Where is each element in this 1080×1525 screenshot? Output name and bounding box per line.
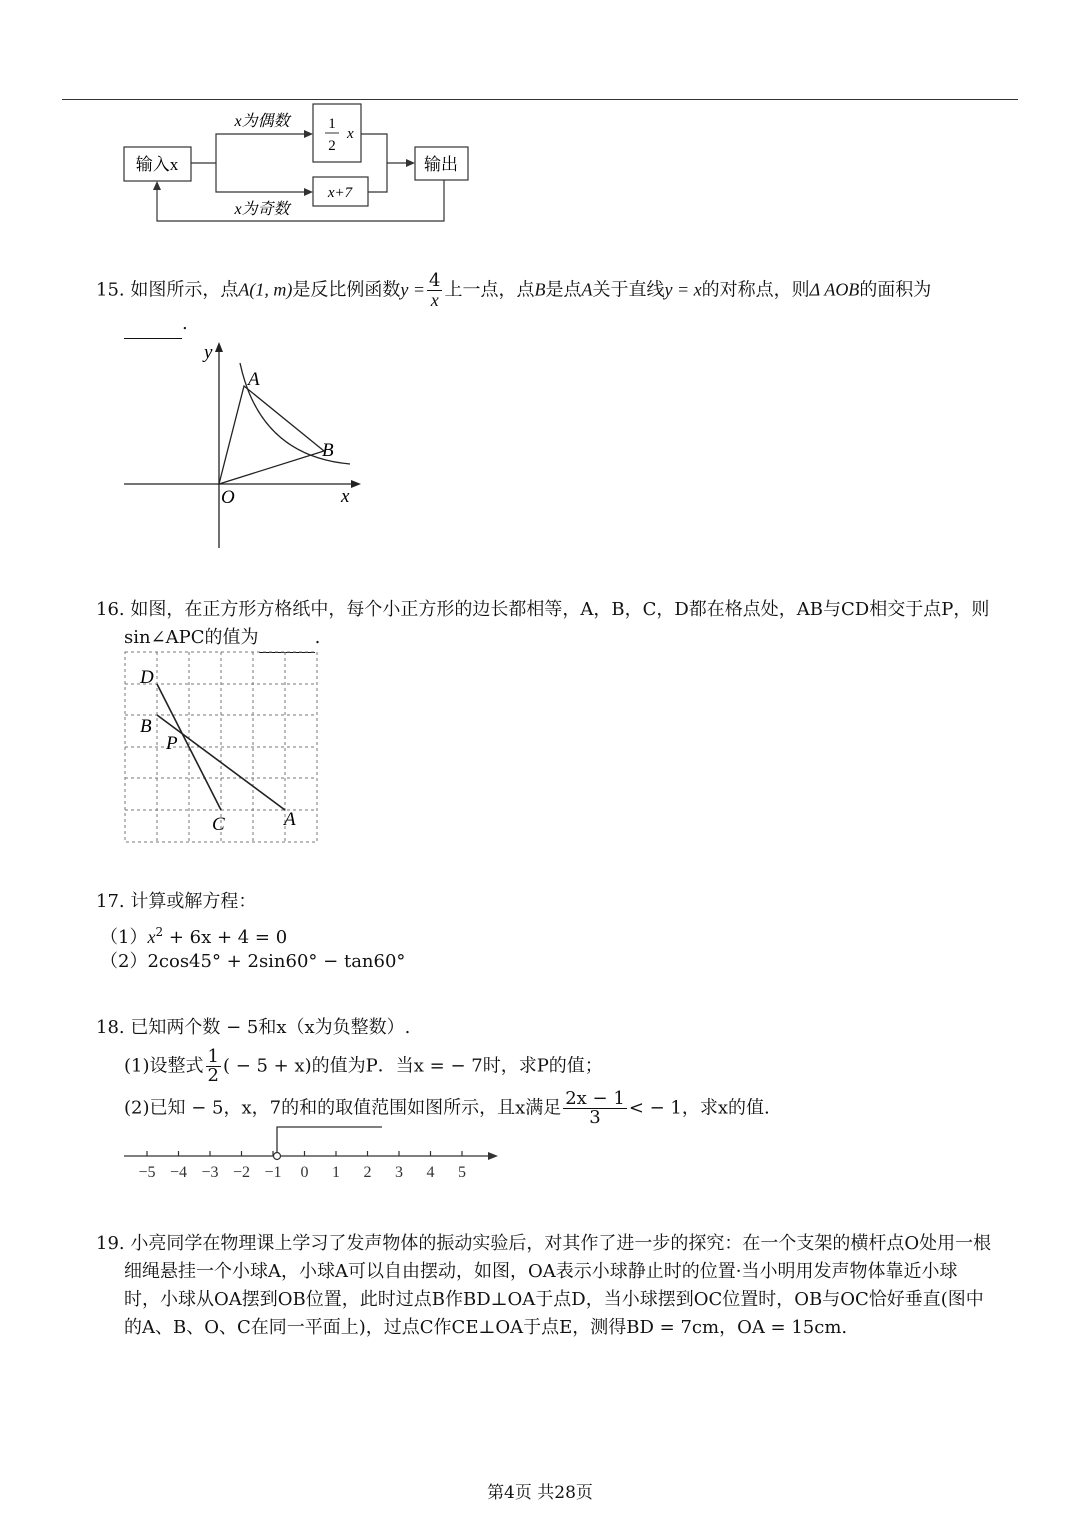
q18-title-line bbox=[96, 1014, 410, 1042]
q15-text3: 上一点，点 bbox=[444, 279, 535, 301]
q19-line3: 时，小球从OA摆到OB位置，此时过点B作BD⊥OA于点D，当小球摆到OC位置时，OB与OC恰好垂直(图中 bbox=[124, 1289, 984, 1310]
number-line-tick-label: 0 bbox=[300, 1164, 309, 1181]
q15-answer-blank bbox=[124, 310, 182, 339]
q19-line1 bbox=[96, 1230, 991, 1258]
q18-p2-pre: (2)已知 − 5，x，7的和的取值范围如图所示，且x满足 bbox=[124, 1097, 562, 1119]
half-variable: x bbox=[347, 126, 354, 142]
q17-part2 bbox=[100, 948, 405, 976]
fig15-label-y: y bbox=[204, 342, 213, 363]
q18-p1-den: 2 bbox=[207, 1065, 219, 1086]
fig15-label-b: B bbox=[322, 440, 334, 461]
q15-text1: 如图所示，点 bbox=[130, 279, 239, 301]
q18-p2-post: < − 1，求x的值. bbox=[628, 1097, 770, 1119]
number-line-tick-label: 4 bbox=[426, 1164, 435, 1181]
q15-line1 bbox=[96, 272, 931, 309]
q15-text2: 是反比例函数 bbox=[292, 279, 401, 301]
fig16-line-ba bbox=[157, 715, 285, 810]
fig15-label-x: x bbox=[341, 486, 350, 507]
fig15-graph bbox=[120, 338, 370, 553]
input-label: 输入x bbox=[135, 155, 179, 174]
q18-p2-den: 3 bbox=[589, 1107, 601, 1128]
q18-number: 18. bbox=[96, 1017, 125, 1038]
fig15-label-o: O bbox=[221, 487, 235, 508]
q15-text5: 关于直线 bbox=[592, 279, 665, 301]
q17-p1-x: x bbox=[147, 927, 156, 947]
q16-text2: sin∠APC的值为 bbox=[124, 627, 259, 648]
half-numerator: 1 bbox=[328, 116, 336, 132]
even-label: x为偶数 bbox=[234, 113, 290, 130]
number-line-tick-label: 1 bbox=[332, 1164, 340, 1181]
q16-end: . bbox=[314, 627, 321, 648]
number-line-tick-label: 3 bbox=[395, 1164, 403, 1181]
q18-p2-num: 2x − 1 bbox=[565, 1088, 625, 1109]
q15-func-lhs: y = bbox=[400, 279, 425, 300]
q17-p2-expr: 2cos45° + 2sin60° − tan60° bbox=[147, 951, 406, 972]
fig16-label-c: C bbox=[212, 814, 225, 835]
q17-title-line bbox=[96, 888, 256, 916]
range-indicator bbox=[277, 1127, 382, 1152]
q15-func-num: 4 bbox=[429, 270, 441, 291]
q18-part1 bbox=[124, 1048, 603, 1085]
q15-text4: 是点 bbox=[545, 279, 582, 301]
q17-part1 bbox=[100, 918, 287, 952]
q15-func-den: x bbox=[430, 290, 439, 310]
output-label: 输出 bbox=[424, 155, 458, 174]
q15-line2 bbox=[124, 310, 188, 339]
q19-line4: 的A、B、O、C在同一平面上)，过点C作CE⊥OA于点E，测得BD = 7cm，OA = 15cm. bbox=[124, 1317, 848, 1338]
q15-point-a: A(1, m) bbox=[238, 279, 293, 300]
q19-text1: 小亮同学在物理课上学习了发声物体的振动实验后，对其作了进一步的探究：在一个支架的横杆点O处用一根 bbox=[130, 1233, 992, 1254]
number-line-tick-label: −4 bbox=[169, 1164, 188, 1181]
fig16-label-d: D bbox=[140, 667, 154, 688]
number-line-tick-label: −2 bbox=[232, 1164, 251, 1181]
q15-a: A bbox=[581, 279, 593, 300]
q18-p1-num: 1 bbox=[207, 1046, 219, 1067]
q15-text7: 的面积为 bbox=[859, 279, 932, 301]
q18-p2-fraction bbox=[563, 1090, 627, 1127]
q17-p1-label: （1） bbox=[100, 927, 148, 948]
q17-p2-label: （2） bbox=[100, 951, 148, 972]
q19-number: 19. bbox=[96, 1233, 125, 1254]
q15-number: 15. bbox=[96, 279, 125, 301]
number-line-tick-label: −1 bbox=[264, 1164, 282, 1181]
fig16-label-a: A bbox=[284, 809, 296, 830]
q17-p1-exponent: 2 bbox=[155, 925, 164, 939]
number-line-tick-label: −3 bbox=[201, 1164, 219, 1181]
q18-p1-fraction bbox=[206, 1048, 221, 1085]
q16-text1: 如图，在正方形方格纸中，每个小正方形的边长都相等，A，B，C，D都在格点处，AB与CD相交于点P，则 bbox=[130, 599, 990, 620]
q18-number-line bbox=[120, 1120, 510, 1185]
q15-line: y = x bbox=[664, 279, 702, 300]
odd-label: x为奇数 bbox=[234, 201, 290, 218]
fig16-grid-figure bbox=[120, 648, 330, 848]
plus-seven-label: x+7 bbox=[327, 185, 353, 201]
fig16-label-b: B bbox=[140, 716, 152, 737]
number-line-tick-label: 2 bbox=[363, 1164, 372, 1181]
q18-title: 已知两个数 − 5和x（x为负整数）. bbox=[130, 1017, 411, 1038]
fig15-label-a: A bbox=[248, 369, 260, 390]
number-line-tick-label: 5 bbox=[458, 1164, 466, 1181]
q17-title: 计算或解方程： bbox=[130, 891, 257, 912]
q17-number: 17. bbox=[96, 891, 125, 912]
q16-number: 16. bbox=[96, 599, 125, 620]
q18-p1-post: ( − 5 + x)的值为P．当x = − 7时，求P的值； bbox=[222, 1055, 603, 1077]
q19-line2: 细绳悬挂一个小球A，小球A可以自由摆动，如图，OA表示小球静止时的位置·当小明用发声物体靠近小球 bbox=[124, 1261, 958, 1282]
fig16-label-p: P bbox=[166, 733, 178, 754]
q15-triangle: Δ AOB bbox=[809, 279, 860, 300]
flowchart-figure bbox=[110, 100, 490, 230]
fig15-triangle bbox=[219, 386, 324, 484]
number-line-tick-label: −5 bbox=[138, 1164, 156, 1181]
open-circle-minus-one bbox=[274, 1153, 281, 1160]
q17-p1-rest: + 6x + 4 = 0 bbox=[163, 927, 288, 948]
half-denominator: 2 bbox=[328, 138, 336, 154]
page-footer: 第4页 共28页 bbox=[487, 1483, 593, 1503]
q15-func-fraction bbox=[427, 272, 442, 309]
q15-b: B bbox=[534, 279, 546, 300]
q16-line1 bbox=[96, 596, 989, 624]
q15-end: . bbox=[182, 313, 188, 334]
q15-text6: 的对称点，则 bbox=[701, 279, 810, 301]
q18-p1-pre: (1)设整式 bbox=[124, 1055, 204, 1077]
